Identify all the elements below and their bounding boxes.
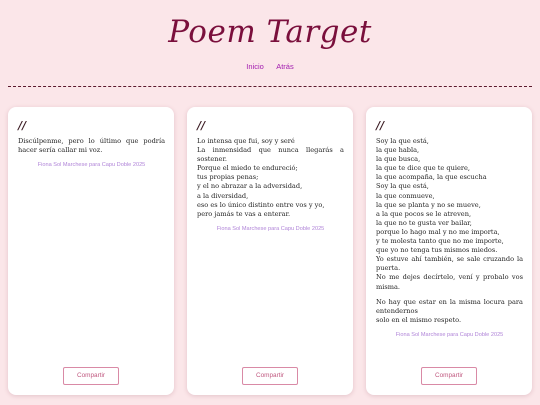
poem-line: Lo intensa que fui, soy y seré	[197, 137, 295, 145]
poem-line: la que busca,	[376, 155, 421, 164]
poem-line: porque lo hago mal y no me importa,	[376, 227, 500, 236]
poem-author: Fiona Sol Marchese para Capu Doble 2025	[216, 225, 325, 232]
poem-card-3	[366, 107, 532, 395]
poem-line: eso es lo único distinto entre vos y yo,	[197, 200, 325, 209]
poem-line: la que no te gusta ver bailar,	[376, 218, 472, 227]
poem-line: la que conmueve,	[376, 191, 435, 200]
share-button[interactable]: Compartir	[421, 367, 477, 385]
share-button[interactable]: Compartir	[63, 367, 119, 385]
quote-mark-icon: //	[197, 119, 206, 132]
site-logo[interactable]: Poem Target	[168, 14, 372, 50]
poem-card-2	[187, 107, 353, 395]
poem-line: tus propias penas;	[197, 173, 259, 182]
poem-card-body	[18, 119, 165, 168]
poem-card-1	[8, 107, 174, 395]
poem-line: No me dejes decírtelo, vení y probalo vos misma.	[376, 273, 523, 291]
poem-line: Soy la que está,	[376, 182, 429, 191]
poem-text	[18, 137, 165, 155]
poem-line: Soy la que está,	[376, 137, 429, 145]
poem-line: la que acompaña, la que escucha	[376, 173, 487, 182]
poem-line: Porque el miedo te endureció;	[197, 164, 298, 173]
main-nav	[0, 62, 540, 71]
poem-line: la que se planta y no se mueve,	[376, 200, 481, 209]
header-divider	[8, 86, 532, 87]
poem-card-body	[376, 119, 523, 338]
poem-line: Yo estuve ahí también, se sale cruzando la puerta.	[376, 255, 523, 273]
poem-line: y te molesta tanto que no me importe,	[376, 237, 504, 246]
quote-mark-icon: //	[18, 119, 27, 132]
nav-link-inicio[interactable]: Inicio	[246, 62, 264, 71]
poem-card-body	[197, 119, 344, 232]
poem-line: y el no abrazar a la adversidad,	[197, 182, 303, 191]
quote-mark-icon: //	[376, 119, 385, 132]
share-button[interactable]: Compartir	[242, 367, 298, 385]
poem-line: solo en el mismo respeto.	[376, 315, 462, 324]
poem-line: Discúlpenme, pero lo último que podría hacer sería callar mi voz.	[18, 137, 165, 155]
poem-text	[197, 137, 344, 219]
poem-text	[376, 137, 523, 325]
nav-link-atras[interactable]: Atrás	[276, 62, 294, 71]
poem-author: Fiona Sol Marchese para Capu Doble 2025	[37, 162, 146, 169]
poem-line: la que te dice que te quiere,	[376, 164, 471, 173]
poem-line: No hay que estar en la misma locura para entendernos	[376, 297, 523, 315]
poem-line: pero jamás te vas a enterar.	[197, 209, 291, 218]
poem-line: la que habla,	[376, 146, 420, 155]
poem-author: Fiona Sol Marchese para Capu Doble 2025	[395, 331, 504, 338]
poem-line: a la diversidad,	[197, 191, 249, 200]
poem-line: a la que pocos se le atreven,	[376, 209, 472, 218]
site-header	[0, 0, 540, 90]
poem-line: que yo no tenga tus mismos miedos.	[376, 246, 498, 255]
poem-line: La inmensidad que nunca llegarás a sostener.	[197, 146, 344, 164]
